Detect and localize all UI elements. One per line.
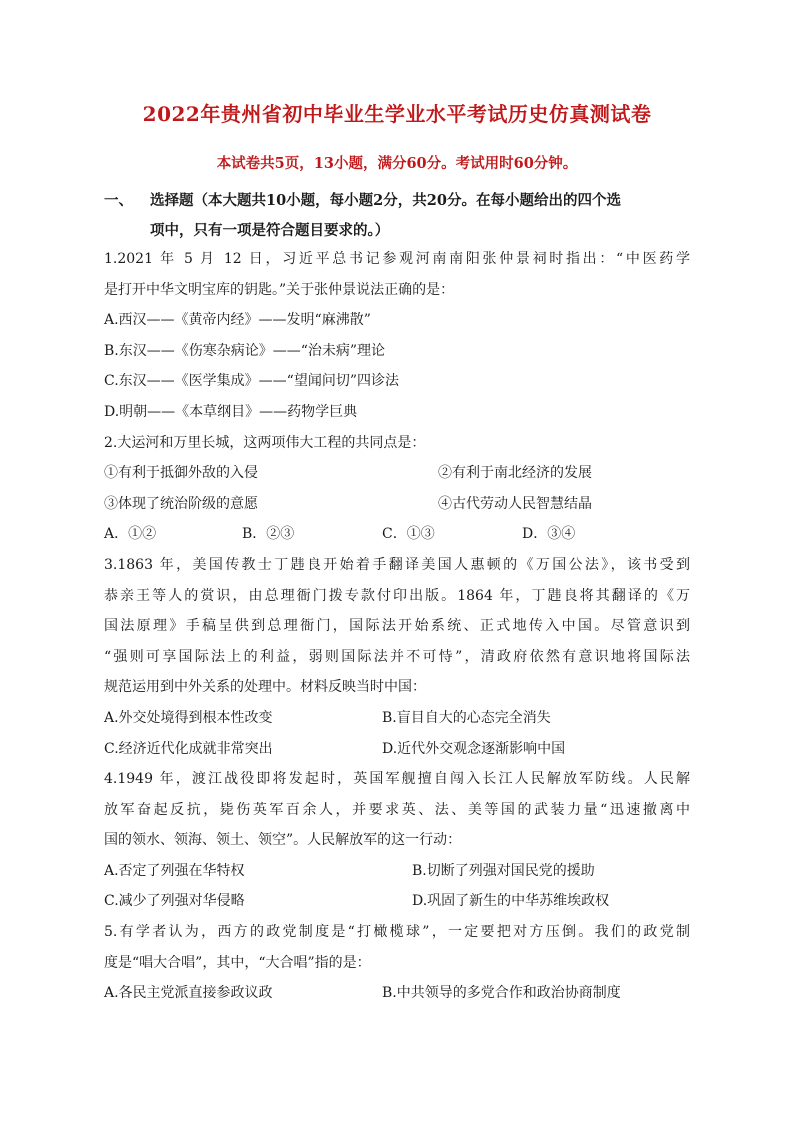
option-c: C.经济近代化成就非常突出 [104, 740, 273, 757]
option-a: A.外交处境得到根本性改变 [104, 709, 273, 726]
section-number: 一、 [104, 192, 133, 209]
statement-row [104, 458, 690, 489]
statement-row [104, 489, 690, 520]
option-c: C.东汉——《医学集成》——“望闻问切”四诊法 [104, 373, 399, 390]
option-a: A.西汉——《黄帝内经》——发明“麻沸散” [104, 312, 371, 329]
question-stem: 4.1949 年，渡江战役即将发起时，英国军舰擅自闯入长江人民解放军防线。人民解 [104, 771, 690, 788]
option-d: D.明朝——《本草纲目》——药物学巨典 [104, 403, 358, 420]
option-c: C.减少了列强对华侵略 [104, 893, 245, 910]
exam-info: 本试卷共5页，13小题，满分60分。考试用时60分钟。 [216, 155, 578, 172]
question-stem: 度是“唱大合唱”，其中，“大合唱”指的是： [104, 954, 371, 971]
options-row [104, 703, 690, 734]
option-b: B.切断了列强对国民党的援助 [412, 862, 595, 879]
options-row [104, 519, 690, 550]
question-stem: 规范运用到中外关系的处理中。材料反映当时中国： [104, 679, 426, 696]
option-b: B.盲目自大的心态完全消失 [382, 709, 551, 726]
option-b: B.东汉——《伤寒杂病论》——“治未病”理论 [104, 342, 386, 359]
option-d: D.巩固了新生的中华苏维埃政权 [412, 893, 610, 910]
option-a: A.否定了列强在华特权 [104, 862, 245, 879]
option-b: B．②③ [242, 526, 295, 543]
option-d: D.近代外交观念逐渐影响中国 [382, 740, 566, 757]
section-line: 项中，只有一项是符合题目要求的。） [150, 222, 390, 239]
statement-2: ②有利于南北经济的发展 [438, 465, 592, 482]
option-b: B.中共领导的多党合作和政治协商制度 [382, 985, 621, 1002]
options-row [104, 978, 690, 1009]
question-stem: 5.有学者认为，西方的政党制度是“打橄榄球”，一定要把对方压倒。我们的政党制 [104, 924, 690, 941]
option-d: D．③④ [522, 526, 576, 543]
question-stem: 放军奋起反抗，毙伤英军百余人，并要求英、法、美等国的武装力量“迅速撤离中 [104, 801, 690, 818]
question-stem: 恭亲王等人的赏识，由总理衙门拨专款付印出版。1864 年，丁韪良将其翻译的《万 [104, 587, 690, 604]
page-title: 2022年贵州省初中毕业生学业水平考试历史仿真测试卷 [142, 102, 652, 126]
options-row [104, 886, 690, 917]
statement-1: ①有利于抵御外敌的入侵 [104, 465, 258, 482]
question-stem: 2.大运河和万里长城，这两项伟大工程的共同点是： [104, 434, 426, 451]
statement-4: ④古代劳动人民智慧结晶 [438, 495, 592, 512]
option-c: C．①③ [382, 526, 435, 543]
questions [104, 244, 690, 1009]
statement-3: ③体现了统治阶级的意愿 [104, 495, 258, 512]
question-stem: 国的领水、领海、领土、领空”。人民解放军的这一行动： [104, 832, 462, 849]
question-stem: 是打开中华文明宝库的钥匙。”关于张仲景说法正确的是： [104, 281, 455, 298]
section-instructions [150, 186, 690, 246]
question-stem: 国法原理》手稿呈供到总理衙门，国际法开始系统、正式地传入中国。尽管意识到 [104, 618, 690, 635]
option-a: A.各民主党派直接参政议政 [104, 985, 273, 1002]
options-row [104, 734, 690, 765]
option-a: A．①② [104, 526, 157, 543]
options-row [104, 856, 690, 887]
question-stem: 1.2021 年 5 月 12 日，习近平总书记参观河南南阳张仲景祠时指出：“中医药学 [104, 251, 690, 267]
question-stem: 3.1863 年，美国传教士丁韪良开始着手翻译美国人惠顿的《万国公法》，该书受到 [104, 556, 690, 573]
section-line: 选择题（本大题共10小题，每小题2分，共20分。在每小题给出的四个选 [150, 192, 621, 209]
question-stem: “强则可享国际法上的利益，弱则国际法并不可恃”，清政府依然有意识地将国际法 [104, 648, 690, 665]
